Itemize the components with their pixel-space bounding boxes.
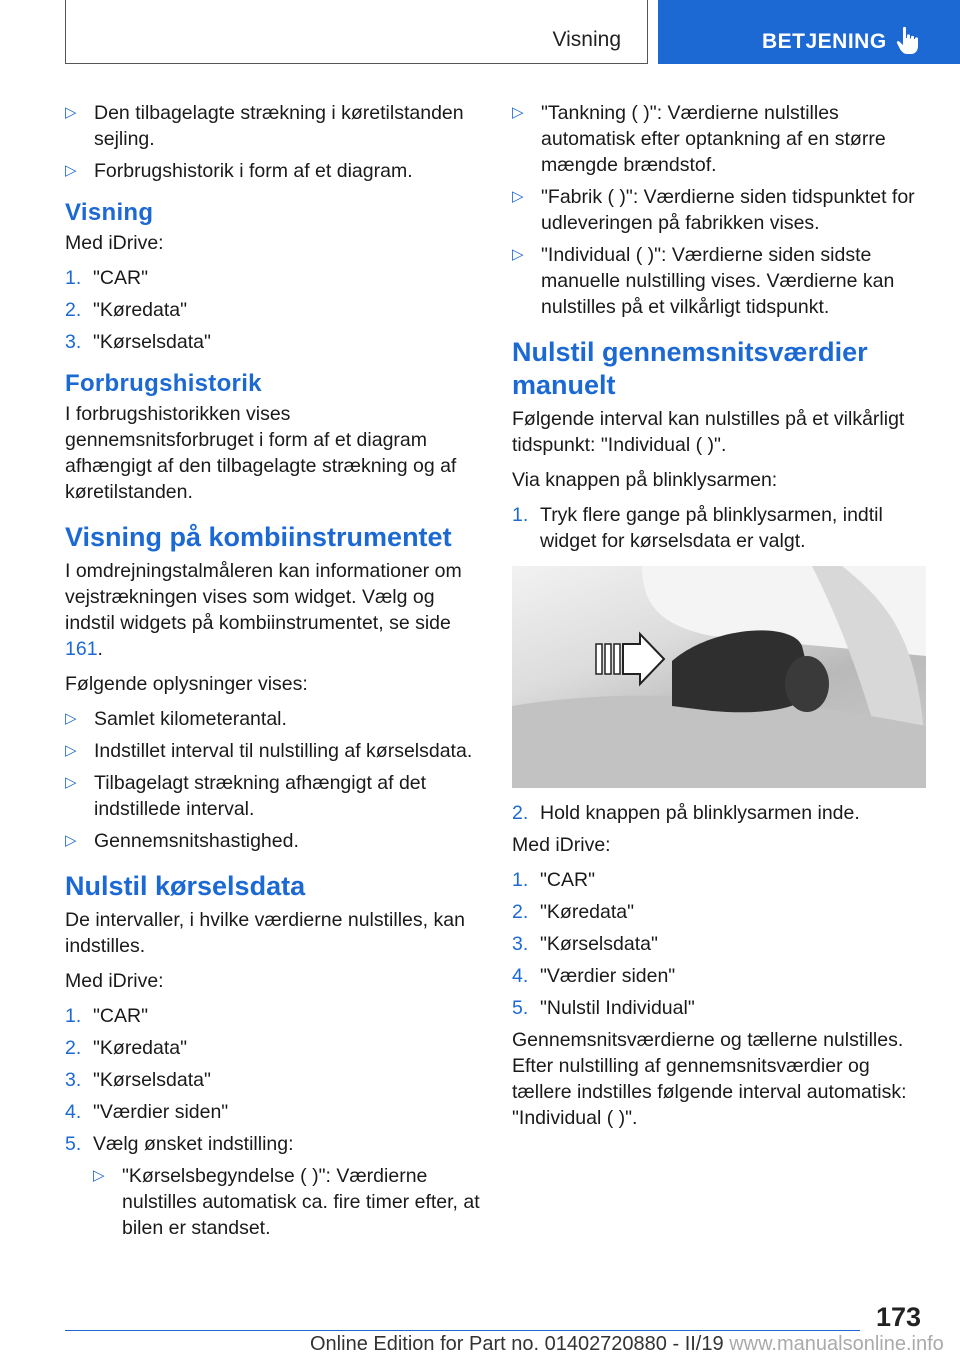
turn-signal-lever-illustration <box>512 566 926 788</box>
triangle-bullet-icon: ▷ <box>512 188 524 205</box>
list-item: 2. "Køredata" <box>65 299 188 321</box>
list-item: 4. "Værdier siden" <box>65 1101 229 1123</box>
paragraph: I forbrugshistorikken vises gennemsnitsforbruget i form af et diagram afhængigt af den tilbagelagte strækning og af køretilstanden. <box>65 403 457 503</box>
list-item: 5. Vælg ønsket indstilling: <box>65 1133 294 1155</box>
arrow-icon <box>596 634 664 684</box>
list-item: 3. "Kørselsdata" <box>65 1069 211 1091</box>
list-item: 2. "Køredata" <box>512 901 635 923</box>
paragraph: Via knappen på blinklysarmen: <box>512 469 778 491</box>
list-item: 1. "CAR" <box>512 869 596 891</box>
footer-divider <box>65 1330 860 1331</box>
lever-drawing <box>512 566 926 788</box>
footer-site: www.manualsonline.info <box>729 1333 944 1355</box>
list-item: 4. "Værdier siden" <box>512 965 676 987</box>
list-item: ▷ "Individual ( )": Værdierne siden sidste manuelle nulstilling vises. Værdierne kan nulstilles på et vilkårligt tidspunkt. <box>512 244 895 318</box>
list-item: 2. Hold knappen på blinklysarmen inde. <box>512 802 860 824</box>
paragraph: Med iDrive: <box>512 834 611 856</box>
triangle-bullet-icon: ▷ <box>65 742 77 759</box>
section-title: Visning <box>552 28 621 51</box>
triangle-bullet-icon: ▷ <box>93 1167 105 1184</box>
paragraph: Følgende interval kan nulstilles på et vilkårligt tidspunkt: "Individual ( )". <box>512 408 905 456</box>
list-item: ▷ Tilbagelagt strækning afhængigt af det indstillede interval. <box>65 772 427 820</box>
triangle-bullet-icon: ▷ <box>65 832 77 849</box>
paragraph: Følgende oplysninger vises: <box>65 673 308 695</box>
list-item: 3. "Kørselsdata" <box>512 933 658 955</box>
paragraph: Med iDrive: <box>65 970 164 992</box>
page-number: 173 <box>876 1302 922 1332</box>
list-item: 1. "CAR" <box>65 267 149 289</box>
list-item: 1. Tryk flere gange på blinklysarmen, indtil widget for kørselsdata er valgt. <box>512 504 883 552</box>
list-item: 1. "CAR" <box>65 1005 149 1027</box>
heading-kombiinstrument: Visning på kombiinstrumentet <box>65 522 452 552</box>
list-item: 2. "Køredata" <box>65 1037 188 1059</box>
list-item: ▷ Indstillet interval til nulstilling af kørselsdata. <box>65 740 473 762</box>
heading-nulstil-korselsdata: Nulstil kørselsdata <box>65 871 306 901</box>
list-item: ▷ "Fabrik ( )": Værdierne siden tidspunktet for udleveringen på fabrikken vises. <box>512 186 915 234</box>
paragraph: Med iDrive: <box>65 232 164 254</box>
triangle-bullet-icon: ▷ <box>65 162 77 179</box>
triangle-bullet-icon: ▷ <box>65 774 77 791</box>
paragraph: De intervaller, i hvilke værdierne nulstilles, kan indstilles. <box>65 909 465 957</box>
paragraph: Gennemsnitsværdierne og tællerne nulstilles. Efter nulstilling af gennemsnitsværdier og tællere indstilles følgende interval automatisk: "Individual ( )". <box>512 1029 907 1129</box>
list-item: 3. "Kørselsdata" <box>65 331 211 353</box>
page-link[interactable]: 161 <box>65 638 98 660</box>
heading-nulstil-manuelt: Nulstil gennemsnitsværdier manuelt <box>512 337 868 400</box>
heading-visning: Visning <box>65 199 154 226</box>
triangle-bullet-icon: ▷ <box>512 246 524 263</box>
list-item: ▷ Den tilbagelagte strækning i køretilstanden sejling. <box>65 102 464 150</box>
list-item: ▷ "Tankning ( )": Værdierne nulstilles automatisk efter optankning af en større mængde brændstof. <box>512 102 886 176</box>
list-item: ▷ Gennemsnitshastighed. <box>65 830 299 852</box>
list-item: 5. "Nulstil Individual" <box>512 997 695 1019</box>
list-item: ▷ Forbrugshistorik i form af et diagram. <box>65 160 413 182</box>
left-column <box>65 100 481 1247</box>
triangle-bullet-icon: ▷ <box>512 104 524 121</box>
hand-pointer-icon <box>896 26 920 56</box>
list-item: ▷ "Kørselsbegyndelse ( )": Værdierne nulstilles automatisk ca. fire timer efter, at bilen er standset. <box>93 1165 480 1239</box>
list-item: ▷ Samlet kilometerantal. <box>65 708 287 730</box>
heading-forbrugshistorik: Forbrugshistorik <box>65 370 262 397</box>
paragraph: I omdrejningstalmåleren kan informationer om vejstrækningen vises som widget. Vælg og indstil widgets på kombiinstrumentet, se side 161. <box>65 560 462 660</box>
footer-edition: Online Edition for Part no. 01402720880 - II/19 www.manualsonline.info <box>310 1333 944 1355</box>
chapter-title: BETJENING <box>762 30 887 53</box>
chapter-tab <box>658 0 960 64</box>
triangle-bullet-icon: ▷ <box>65 710 77 727</box>
right-column <box>512 100 924 1140</box>
header-section-box <box>65 0 648 64</box>
triangle-bullet-icon: ▷ <box>65 104 77 121</box>
